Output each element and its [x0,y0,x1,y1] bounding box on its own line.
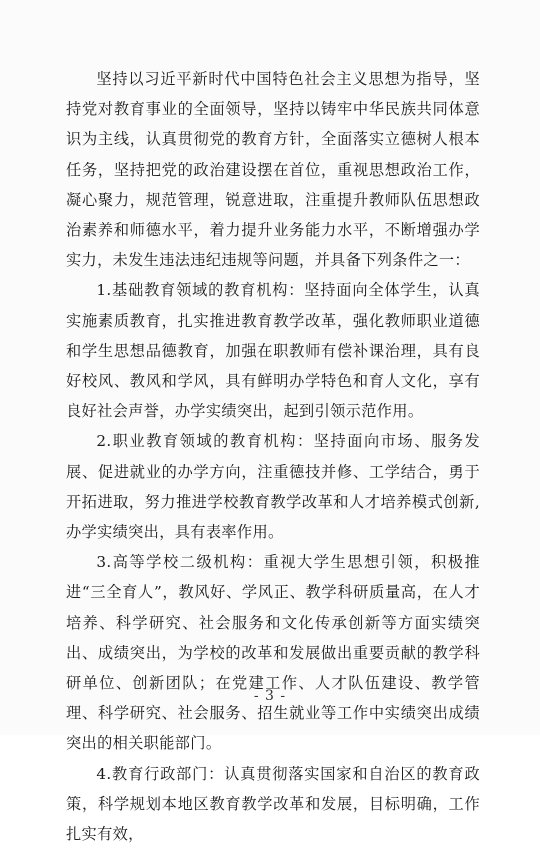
page-number: - 3 - [253,688,287,704]
document-body [66,64,480,849]
paragraph-item-4: 4.教育行政部门：认真贯彻落实国家和自治区的教育政策，科学规划本地区教育教学改革和发展，目标明确，工作扎实有效， [66,764,480,844]
paragraph-item-2: 2.职业教育领域的教育机构：坚持面向市场、服务发展、促进就业的办学方向，注重德技并修、工学结合，勇于开拓进取，努力推进学校教育教学改革和人才培养模式创新,办学实绩突出，具有表率作用。 [66,432,480,542]
paragraph-intro: 坚持以习近平新时代中国特色社会主义思想为指导，坚持党对教育事业的全面领导，坚持以铸牢中华民族共同体意识为主线，认真贯彻党的教育方针，全面落实立德树人根本任务，坚持把党的政治建设摆在首位，重视思想政治工作，凝心聚力，规范管理，锐意进取，注重提升教师队伍思想政治素养和师德水平，着力提升业务能力水平，不断增强办学实力，未发生违法违纪违规等问题，并具备下列条件之一： [66,70,480,270]
paragraph-item-1: 1.基础教育领域的教育机构：坚持面向全体学生，认真实施素质教育，扎实推进教育教学改革，强化教师职业道德和学生思想品德教育，加强在职教师有偿补课治理，具有良好校风、教风和学风，具有鲜明办学特色和育人文化，享有良好社会声誉，办学实绩突出，起到引领示范作用。 [66,281,480,421]
paragraph-item-3: 3.高等学校二级机构：重视大学生思想引领，积极推进“三全育人”，教风好、学风正、教学科研质量高，在人才培养、科学研究、社会服务和文化传承创新等方面实绩突出、成绩突出，为学校的改革和发展做出重要贡献的教学科研单位、创新团队；在党建工作、人才队伍建设、教学管理、科学研究、社会服务、招生就业等工作中实绩突出成绩突出的相关职能部门。 [66,553,480,753]
